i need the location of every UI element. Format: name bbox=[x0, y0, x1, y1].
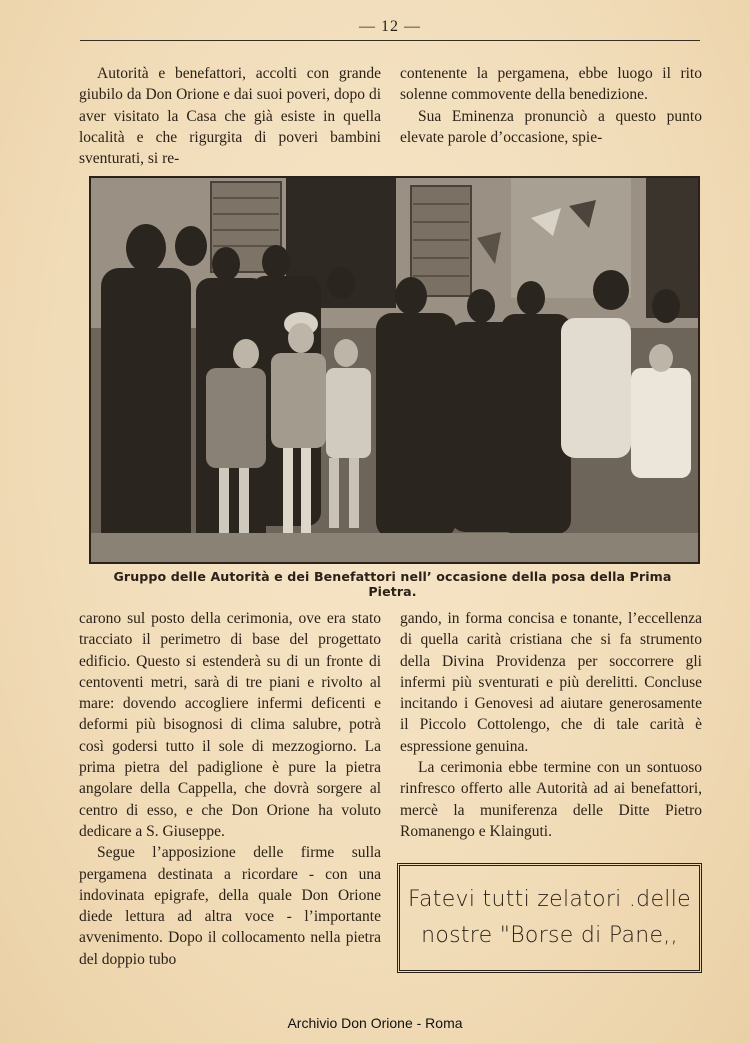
column-bottom-right bbox=[400, 608, 702, 842]
column-top-left bbox=[79, 63, 381, 169]
page-number: — 12 — bbox=[359, 18, 421, 35]
paragraph: La cerimonia ebbe termine con un sontuoso rinfresco offerto alle Autorità ad ai benefattori, mercè la muniferenza delle Ditte Pietro Romanengo e Klainguti. bbox=[400, 759, 702, 840]
boxed-notice bbox=[397, 863, 702, 973]
column-top-right bbox=[400, 63, 702, 148]
boxed-notice-line1: Fatevi tutti zelatori .delle bbox=[408, 887, 691, 912]
column-bottom-left bbox=[79, 608, 381, 970]
header-rule bbox=[80, 40, 700, 41]
paragraph: contenente la pergamena, ebbe luogo il rito solenne commovente della benedizione. bbox=[400, 65, 702, 104]
boxed-notice-line2: nostre "Borse di Pane,, bbox=[421, 923, 678, 948]
archive-footer: Archivio Don Orione - Roma bbox=[287, 1015, 463, 1031]
paragraph: Segue l’apposizione delle firme sulla pergamena destinata a ricordare - con una indovinata epigrafe, della quale Don Orione diede lettura ad altra voce - l’importante avvenimento. Dopo il collocamento nella pietra del doppio tubo bbox=[79, 844, 381, 968]
paragraph: gando, in forma concisa e tonante, l’eccellenza di quella carità cristiana che si fa strumento della Divina Providenza per soccorrere gli infermi più sventurati e più derelitti. Concluse incitando i Genovesi ad aiutare generosamente il Piccolo Cottolengo, che di tale carità è espressione genuina. bbox=[400, 610, 702, 755]
paragraph: Sua Eminenza pronunciò a questo punto elevate parole d’occasione, spie- bbox=[400, 107, 702, 146]
group-photo bbox=[89, 176, 700, 564]
paragraph: Autorità e benefattori, accolti con grande giubilo da Don Orione e dai suoi poveri, dopo di aver visitato la Casa che già esiste in quella località e che rigurgita di poveri bambini sventurati, si re- bbox=[79, 65, 381, 168]
paragraph: carono sul posto della cerimonia, ove era stato tracciato il perimetro di base del progettato edificio. Questo si estenderà su di un fronte di centoventi metri, sarà di tre piani e rivolto al mare: dovendo accogliere infermi deficenti e deformi più bisognosi di clima salubre, potrà così godersi tutto il sole di mezzogiorno. La prima pietra del padiglione è pure la pietra angolare della Cappella, che dovrà sorgere al centro di esso, e che Don Orione ha voluto dedicare a S. Giuseppe. bbox=[79, 610, 381, 840]
photo-caption: Gruppo delle Autorità e dei Benefattori nell’ occasione della posa della Prima Pietra. bbox=[113, 569, 672, 599]
group-photo-illustration bbox=[91, 178, 698, 562]
